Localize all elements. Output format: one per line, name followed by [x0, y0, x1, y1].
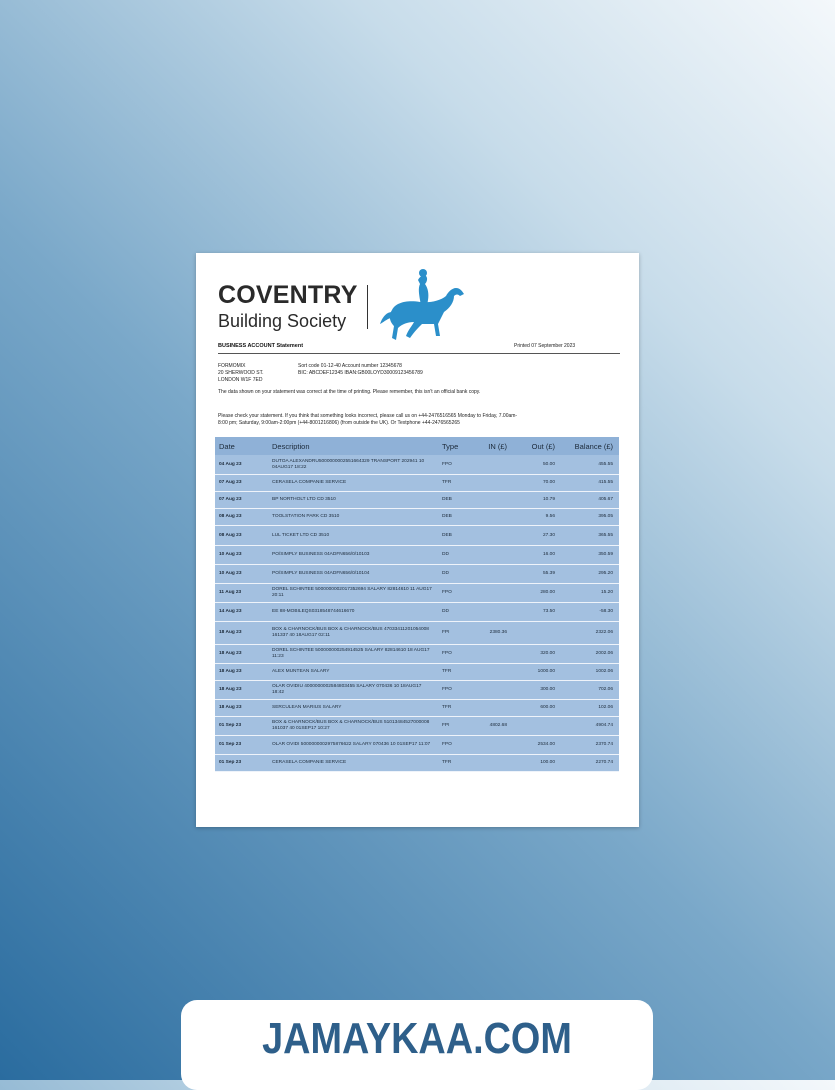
header-description: Description — [272, 442, 310, 451]
table-row — [215, 645, 619, 664]
row-out-amount: 320.00 — [540, 651, 555, 656]
row-type: DD — [442, 571, 449, 576]
row-type: DEB — [442, 532, 452, 538]
row-description: DOREL SCHINTEE 5000000002017352694 SALARY 82814610 11 AUG17 20:11 — [272, 587, 432, 598]
row-out-amount: 600.00 — [540, 705, 555, 710]
row-description: LUL TICKET LTD CD 3510 — [272, 532, 330, 538]
row-out-amount: 10.79 — [542, 497, 555, 502]
row-date: 18 Aug 23 — [219, 705, 242, 710]
row-type: TFR — [442, 669, 452, 674]
row-date: 08 Aug 23 — [219, 514, 242, 519]
row-description: TOOLSTATION PARK CD 3510 — [272, 514, 340, 519]
printed-date: Printed 07 September 2023 — [514, 343, 576, 349]
row-date: 18 Aug 23 — [219, 687, 242, 692]
row-out-amount: 70.00 — [542, 480, 555, 485]
row-date: 18 Aug 23 — [219, 669, 242, 674]
row-type: FPI — [442, 630, 450, 635]
table-row — [215, 565, 619, 584]
row-out-amount: 1000.00 — [537, 669, 555, 674]
header-in: IN (£) — [488, 442, 507, 451]
row-balance: 102.06 — [598, 705, 613, 710]
table-row — [215, 475, 619, 492]
row-balance: 702.06 — [598, 687, 613, 692]
header-divider — [218, 353, 620, 354]
table-row — [215, 736, 619, 755]
row-out-amount: 55.39 — [542, 571, 555, 576]
row-description: SERCULEAN MARIUS SALARY — [272, 705, 342, 710]
address-line: FORMOMIX — [218, 363, 246, 369]
address-line: 20 SHERWOOD ST. — [218, 369, 264, 376]
row-type: TFR — [442, 705, 452, 710]
address-block — [218, 363, 263, 383]
row-date: 08 Aug 23 — [219, 532, 242, 538]
logo-divider — [367, 285, 368, 329]
row-out-amount: 73.50 — [542, 609, 555, 614]
row-date: 01 Sep 23 — [219, 742, 242, 747]
row-date: 10 Aug 23 — [219, 552, 242, 557]
row-in-amount: 2380.36 — [489, 630, 507, 635]
row-description: BOX & CHARNOCK/BUS BOX & CHARNOCK/BUS 51013484527000008 161037 40 01SEP17 10:27 — [272, 720, 430, 731]
row-description: OLAR OVIDIU 4000000002584803455 SALARY 070436 10 18AUG17 18:42 — [272, 684, 422, 695]
watermark-banner — [181, 1000, 653, 1090]
table-row — [215, 492, 619, 509]
table-row — [215, 755, 619, 772]
row-out-amount: 100.00 — [540, 760, 555, 765]
table-row — [215, 603, 619, 622]
table-row — [215, 717, 619, 736]
row-balance: 4904.74 — [595, 723, 613, 728]
horse-and-rider-icon — [374, 266, 466, 346]
row-description: DUTOA ALEXANDRU5000000002551664329 TRANSPORT 202941 10 04AUG17 18:22 — [272, 458, 425, 470]
row-date: 04 Aug 23 — [219, 461, 242, 467]
row-out-amount: 27.30 — [542, 532, 555, 538]
row-balance: -58.30 — [599, 609, 613, 614]
row-in-amount: 4802.68 — [489, 723, 507, 728]
row-date: 18 Aug 23 — [219, 630, 242, 635]
row-balance: 295.20 — [598, 571, 613, 576]
row-balance: 1002.06 — [595, 669, 613, 674]
row-balance: 2370.74 — [595, 742, 613, 747]
table-body — [215, 455, 619, 772]
row-type: DD — [442, 609, 449, 614]
row-balance: 2002.06 — [595, 651, 613, 656]
row-description: EE 88-MOBILEQS0318548744616670 — [272, 609, 355, 614]
bic-iban: BIC: ABCDEF12345 IBAN:GB00LOYD30009123456789 — [298, 369, 423, 376]
row-date: 10 Aug 23 — [219, 571, 242, 576]
row-balance: 2322.06 — [595, 630, 613, 635]
row-out-amount: 280.00 — [540, 590, 555, 595]
row-type: DEB — [442, 497, 452, 502]
row-type: FPO — [442, 461, 452, 467]
row-date: 11 Aug 23 — [219, 590, 242, 595]
table-row — [215, 509, 619, 526]
row-type: DD — [442, 552, 449, 557]
row-date: 07 Aug 23 — [219, 497, 242, 502]
row-type: FPO — [442, 687, 452, 692]
row-description: OLAR OVIDI 5000000002975876622 SALARY 070436 10 01SEP17 11:07 — [272, 742, 431, 747]
row-balance: 395.05 — [598, 514, 613, 519]
row-date: 01 Sep 23 — [219, 760, 242, 765]
account-details — [298, 363, 423, 377]
row-out-amount: 9.56 — [545, 514, 555, 519]
watermark-text: JAMAYKAA.COM — [262, 1014, 572, 1063]
row-type: TFR — [442, 760, 452, 765]
logo-name: COVENTRY — [218, 281, 358, 309]
row-type: FPI — [442, 723, 450, 728]
row-balance: 365.55 — [598, 532, 613, 538]
row-type: FPO — [442, 651, 452, 656]
row-type: FPO — [442, 590, 452, 595]
row-balance: 15.20 — [600, 590, 613, 595]
sort-code-account-number: Sort code 01-12-40 Account number 12345678 — [298, 363, 402, 369]
table-row — [215, 664, 619, 681]
row-type: FPO — [442, 742, 452, 747]
header-balance: Balance (£) — [574, 442, 613, 451]
statement-document — [196, 253, 639, 827]
table-row — [215, 455, 619, 475]
row-balance: 455.55 — [598, 461, 613, 467]
header-type: Type — [442, 442, 459, 451]
row-description: PO/SIMPLY BUSINESS 04ADFN656/0/10103 — [272, 552, 370, 557]
address-line: LONDON W1F 7ED — [218, 376, 263, 383]
header-out: Out (£) — [531, 442, 555, 451]
row-balance: 2270.74 — [595, 760, 613, 765]
row-out-amount: 2534.00 — [537, 742, 555, 747]
table-row — [215, 681, 619, 700]
row-date: 14 Aug 23 — [219, 609, 242, 614]
table-row — [215, 584, 619, 603]
table-header — [215, 437, 619, 455]
row-out-amount: 16.00 — [542, 552, 555, 557]
row-balance: 350.59 — [598, 552, 613, 557]
header-date: Date — [219, 442, 235, 451]
row-description: DOREL SCHINTEE 500000000254914525 SALARY 82814610 18 AUG17 11:23 — [272, 648, 430, 659]
row-type: DEB — [442, 514, 452, 519]
row-type: TFR — [442, 480, 452, 485]
contact-notice: Please check your statement. If you think that something looks incorrect, please call us on +44-2476516565 Monday to Friday, 7.00am-8:00 pm; Saturday, 9:00am-2:00pm (+44-8001216806) (from outside the UK). Or Textphone +44-2476565265 — [218, 413, 518, 426]
row-description: BOX & CHARNOCK/BUS BOX & CHARNOCK/BUS 47033411201054008 161337 40 18AUG17 02:11 — [272, 627, 429, 638]
bank-logo — [218, 281, 458, 341]
table-row — [215, 622, 619, 645]
logo-subname: Building Society — [218, 311, 347, 331]
data-notice: The data shown on your statement was correct at the time of printing. Please remember, this isn't an official bank copy. — [218, 389, 481, 395]
row-description: ALEX MUNTEAN SALARY — [272, 669, 330, 674]
row-balance: 405.67 — [598, 497, 613, 502]
table-row — [215, 546, 619, 565]
row-description: PO/SIMPLY BUSINESS 04ADFN656/0/10104 — [272, 571, 370, 576]
row-out-amount: 50.00 — [542, 461, 555, 467]
row-date: 01 Sep 23 — [219, 723, 242, 728]
row-description: CERASELA COMPANIE SERVICE — [272, 480, 347, 485]
statement-title: BUSINESS ACCOUNT Statement — [218, 343, 304, 349]
row-date: 07 Aug 23 — [219, 480, 242, 485]
table-row — [215, 700, 619, 717]
table-row — [215, 526, 619, 546]
row-description: CERASELA COMPANIE SERVICE — [272, 760, 347, 765]
row-date: 18 Aug 23 — [219, 651, 242, 656]
row-balance: 415.55 — [598, 480, 613, 485]
row-description: BP NORTHOLT LTD CD 3510 — [272, 497, 336, 502]
transactions-table — [215, 437, 619, 772]
row-out-amount: 300.00 — [540, 687, 555, 692]
